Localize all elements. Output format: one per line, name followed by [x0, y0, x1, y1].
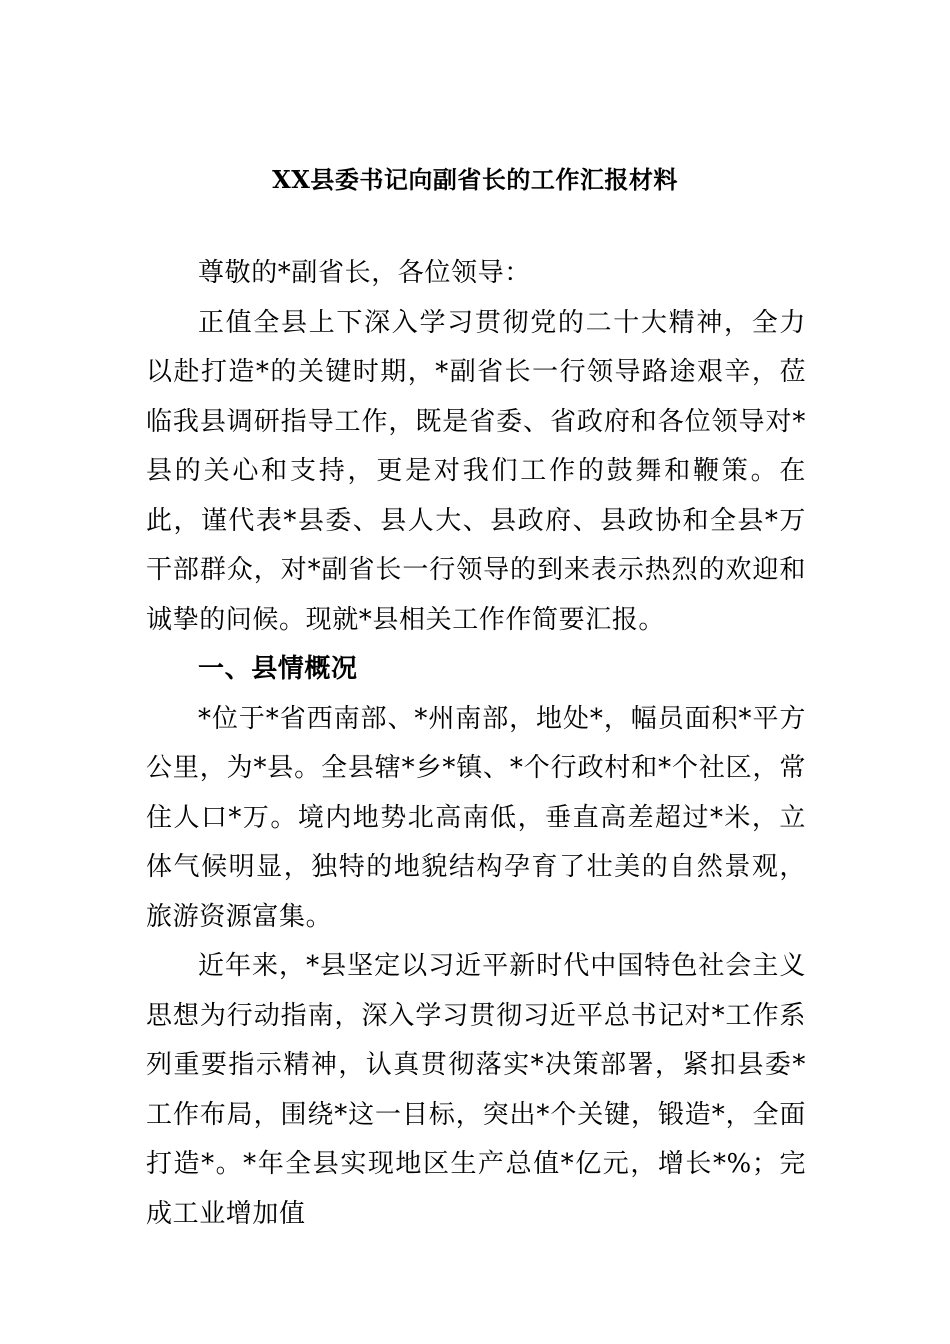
salutation: 尊敬的*副省长，各位领导： — [198, 258, 531, 288]
document-body — [146, 249, 806, 1239]
section-heading: 一、县情概况 — [198, 654, 358, 684]
intro-paragraph: 正值全县上下深入学习贯彻党的二十大精神，全力以赴打造*的关键时期，*副省长一行领导路途艰辛，莅临我县调研指导工作，既是省委、省政府和各位领导对*县的关心和支持，更是对我们工作的鼓舞和鞭策。在此，谨代表*县委、县人大、县政府、县政协和全县*万干部群众，对*副省长一行领导的到来表示热烈的欢迎和诚挚的问候。现就*县相关工作作简要汇报。 — [146, 307, 806, 635]
recent-work-paragraph: 近年来，*县坚定以习近平新时代中国特色社会主义思想为行动指南，深入学习贯彻习近平总书记对*工作系列重要指示精神，认真贯彻落实*决策部署，紧扣县委*工作布局，围绕*这一目标，突出*个关键，锻造*，全面打造*。*年全县实现地区生产总值*亿元，增长*%；完成工业增加值 — [146, 951, 806, 1229]
document-title: XX县委书记向副省长的工作汇报材料 — [272, 165, 678, 194]
county-overview-paragraph: *位于*省西南部、*州南部，地处*，幅员面积*平方公里，为*县。全县辖*乡*镇、*个行政村和*个社区，常住人口*万。境内地势北高南低，垂直高差超过*米，立体气候明显，独特的地貌结构孕育了壮美的自然景观，旅游资源富集。 — [146, 703, 806, 932]
